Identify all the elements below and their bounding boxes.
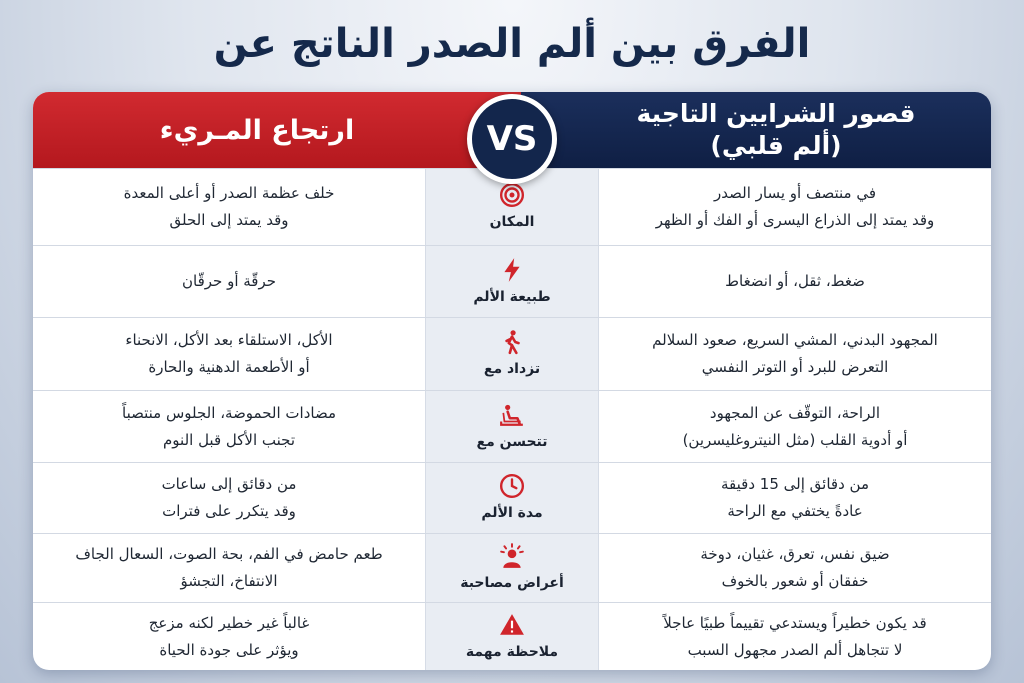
walking-person-icon [499,329,525,355]
table-row [33,317,991,390]
cardiac-header-label: قصور الشرايين التاجية (ألم قلبي) [636,99,916,160]
reflux-cell [33,603,425,670]
cardiac-cell-line: الراحة، التوقّف عن المجهود [709,403,881,422]
reflux-header [33,92,521,168]
table-row [33,462,991,533]
criteria-label: أعراض مصاحبة [460,575,564,591]
lightning-icon [499,257,525,283]
cardiac-cell-line: ضيق نفس، تعرق، غثيان، دوخة [700,545,890,563]
vs-label: VS [486,119,538,159]
criteria-label: مدة الألم [481,505,543,521]
criteria-cell [425,391,599,462]
reflux-cell-line: ويؤثر على جودة الحياة [159,640,299,659]
reflux-cell-line: وقد يتكرر على فترات [162,502,296,520]
reflux-cell [33,169,425,245]
reflux-header-label: ارتجاع المـريء [159,114,355,146]
table-row [33,602,991,670]
cardiac-cell [599,246,991,317]
criteria-cell [425,246,599,317]
person-alert-icon [499,543,525,569]
clock-icon [499,473,525,499]
reflux-cell-line: أو الأطعمة الدهنية والحارة [148,358,310,376]
cardiac-cell-line: ضغط، ثقل، أو انضغاط [725,272,865,290]
cardiac-cell [599,534,991,602]
table-row [33,245,991,317]
cardiac-header [521,92,991,168]
criteria-label: تتحسن مع [476,433,548,450]
reflux-cell [33,391,425,462]
criteria-cell [425,318,599,390]
cardiac-cell-line: التعرض للبرد أو التوتر النفسي [701,358,889,376]
target-icon [499,182,525,208]
criteria-cell [425,534,599,602]
criteria-label: طبيعة الألم [473,288,551,305]
reflux-cell-line: غالباً غير خطير لكنه مزعج [148,613,310,632]
comparison-table [33,92,991,670]
cardiac-cell-line: المجهود البدني، المشي السريع، صعود السلالم [652,331,938,349]
reflux-cell-line: مضادات الحموضة، الجلوس منتصباً [122,403,336,422]
cardiac-cell [599,603,991,670]
cardiac-cell [599,318,991,390]
reflux-cell [33,246,425,317]
cardiac-cell-line: قد يكون خطيراً ويستدعي تقييماً طبيًا عاجلاً [663,613,927,632]
reflux-cell-line: من دقائق إلى ساعات [161,475,297,493]
page-title: الفرق بين ألم الصدر الناتج عن [213,21,811,67]
cardiac-cell-line: خفقان أو شعور بالخوف [721,572,869,590]
criteria-label: ملاحظة مهمة [465,643,559,660]
reflux-cell-line: الأكل، الاستلقاء بعد الأكل، الانحناء [125,331,333,349]
table-row [33,390,991,462]
reflux-cell [33,318,425,390]
cardiac-cell-line: في منتصف أو يسار الصدر [714,184,877,202]
cardiac-cell [599,391,991,462]
reflux-cell [33,463,425,533]
cardiac-cell-line: عادةً يختفي مع الراحة [727,502,863,520]
cardiac-cell-line: أو أدوية القلب (مثل النيتروغليسرين) [682,430,908,449]
cardiac-cell [599,169,991,245]
reflux-cell-line: الانتفاخ، التجشؤ [180,572,278,590]
cardiac-cell [599,463,991,533]
criteria-cell [425,603,599,670]
reflux-cell-line: وقد يمتد إلى الحلق [169,211,289,229]
reflux-cell-line: تجنب الأكل قبل النوم [163,430,295,449]
criteria-label: المكان [489,214,535,230]
reflux-cell-line: حرقّة أو حرقّان [182,272,277,290]
cardiac-cell-line: وقد يمتد إلى الذراع اليسرى أو الفك أو الظهر [655,211,935,229]
criteria-label: تزداد مع [483,361,541,377]
vs-badge [467,94,557,184]
cardiac-cell-line: لا تتجاهل ألم الصدر مجهول السبب [687,640,903,659]
warning-triangle-icon [499,612,525,638]
reflux-cell-line: خلف عظمة الصدر أو أعلى المعدة [123,184,335,202]
criteria-cell [425,463,599,533]
reflux-cell [33,534,425,602]
reflux-cell-line: طعم حامض في الفم، بحة الصوت، السعال الجاف [75,545,383,563]
table-row [33,533,991,602]
cardiac-cell-line: من دقائق إلى 15 دقيقة [721,475,869,493]
reclining-person-icon [499,402,525,428]
